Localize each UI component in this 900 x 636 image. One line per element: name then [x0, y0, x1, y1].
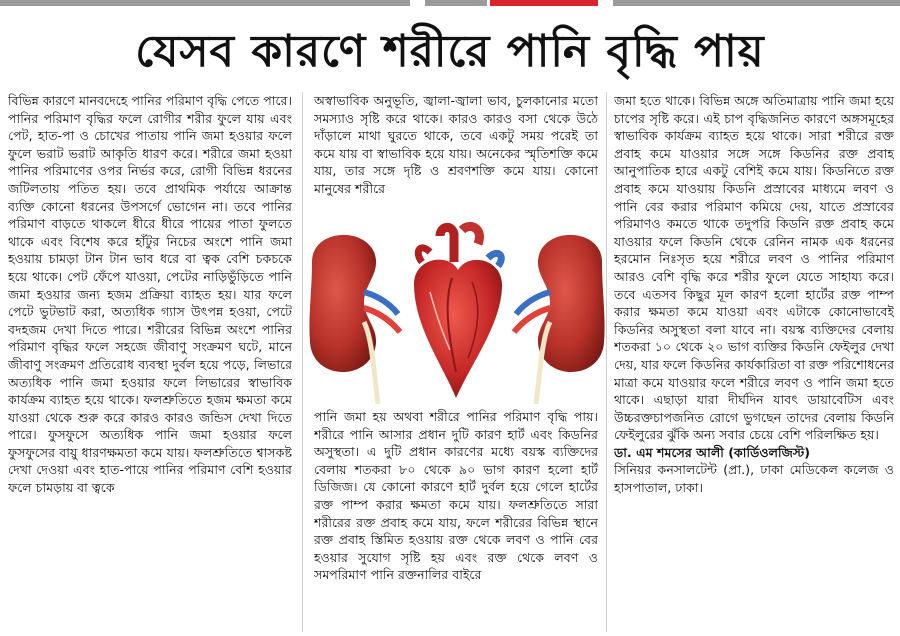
article-column-1: [8, 92, 292, 636]
article-column-2-top: [314, 92, 598, 216]
organs-illustration: [302, 222, 612, 404]
top-color-bar: [0, 0, 900, 8]
top-bar-segment: [425, 0, 487, 6]
author-byline: ডা. এম শমসের আলী (কার্ডিওলজিস্ট): [614, 444, 811, 460]
kidney-icon: [514, 235, 605, 404]
body-paragraph: অস্বাভাবিক অনুভূতি, জ্বালা-জ্বালা ভাব, চুলকানোর মতো সমস্যাও সৃষ্টি করে থাকে। কারও কারও বসা থেকে উঠে দাঁড়ালে মাথা ঘুরতে থাকে, তবে একটু সময় পরেই তা কমে যায় বা স্বাভাবিক হয়ে যায়। অনেকের স্মৃতিশক্তি কমে যায়, তার সঙ্গে দৃষ্টি ও শ্রবণশক্তি কমে যায়। কোনো মানুষের শরীরে: [314, 93, 598, 196]
article-column-3: [614, 92, 894, 636]
article-column-2-bottom: [314, 408, 598, 636]
article-headline: যেসব কারণে শরীরে পানি বৃদ্ধি পায়: [135, 26, 765, 77]
body-paragraph: জমা হতে থাকে। বিভিন্ন অঙ্গে অতিমাত্রায় পানি জমা হয়ে চাপের সৃষ্টি করে। এই চাপ বৃদ্ধিজনিত কারণে অঙ্গসমূহের স্বাভাবিক কার্যক্রম ব্যাহত হয়ে থাকে। সারা শরীরে রক্ত প্রবাহ কমে যাওয়ার সঙ্গে সঙ্গে কিডনির রক্ত প্রবাহ আনুপাতিক হারে একটু বেশিই কমে যায়। কিডনিতে রক্ত প্রবাহ কমে যাওয়ায় কিডনি প্রস্রাবের মাধ্যমে লবণ ও পানি বের করার পরিমাণ কমিয়ে দেয়, যাতে প্রস্রাবের পরিমাণও কমতে থাকে তদুপরি কিডনি রক্ত প্রবাহ কমে যাওয়ার ফলে কিডনি থেকে রেনিন নামক এক ধরনের হরমোন নিঃসৃত হয়ে শরীরে লবণ ও পানির পরিমাণ আরও বেশি বৃদ্ধি করে শরীর ফুলে যেতে সাহায্য করে। তবে এতসব কিছুর মূল কারণ হলো হার্টের রক্ত পাম্প করার ক্ষমতা কমে যাওয়া এবং এটাকে কোনোভাবেই কিডনির অসুস্থতা বলা যাবে না। বয়স্ক ব্যক্তিদের বেলায় শতকরা ১০ থেকে ২০ ভাগ ব্যক্তির কিডনি ফেইলুর দেখা দেয়, যার ফলে কিডনির কার্যকারিতা বা রক্ত পরিশোধনের মাত্রা কমে যাওয়ার ফলে শরীরে লবণ ও পানি জমা হতে থাকে। এছাড়া যারা দীর্ঘদিন যাবৎ ডায়াবেটিস এবং উচ্চরক্তচাপজনিত রোগে ভুগছেন তাদের বেলায় কিডনি ফেইলুরের ঝুঁকি অন্য সবার চেয়ে বেশি পরিলক্ষিত হয়।: [614, 93, 894, 443]
heart-icon: [414, 226, 502, 398]
author-affiliation: সিনিয়র কনসালটেন্ট (প্রা.), ঢাকা মেডিকেল কলেজ ও হাসপাতাল, ঢাকা।: [614, 462, 894, 496]
top-bar-segment: [613, 0, 900, 6]
body-paragraph: বিভিন্ন কারণে মানবদেহে পানির পরিমাণ বৃদ্ধি পেতে পারে। পানির পরিমাণ বৃদ্ধির ফলে রোগীর শরীর ফুলে যায় এবং পেট, হাত-পা ও চোখের পাতায় পানি জমা হওয়ার ফলে ফুলে ভরাট ভরাট আকৃতি ধারণ করে। শরীরে জমা হওয়া পানির পরিমাণের ওপর নির্ভর করে, রোগী বিভিন্ন ধরনের জটিলতায় পতিত হয়। তবে প্রাথমিক পর্যায়ে আক্রান্ত ব্যক্তি কোনো ধরনের উপসর্গে ভোগেন না। তবে পানির পরিমাণ বাড়তে থাকলে ধীরে ধীরে পায়ের পাতা ফুলতে থাকে এবং বিশেষ করে হাঁটুর নিচের অংশে পানি জমা হওয়ায় চামড়া টান টান ভাব ধরে বা ত্বক বেশি চকচকে হয়ে থাকে। পেট ফেঁপে যাওয়া, পেটের নাড়িভুঁড়িতে পানি জমা হওয়ার জন্য হজম প্রক্রিয়া ব্যাহত হয়। যার ফলে পেটে ভুটভাট করা, অত্যধিক গ্যাস উৎপন্ন হওয়া, পেটে বদহজম দেখা দিতে পারে। শরীরের বিভিন্ন অংশে পানির পরিমাণ বৃদ্ধির ফলে সহজে জীবাণু সংক্রমণ ঘটে, মানে জীবাণু সংক্রমণ প্রতিরোধ ব্যবস্থা দুর্বল হয়ে পড়ে, লিভারে অত্যধিক পানি জমা হওয়ার ফলে লিভারের স্বাভাবিক কার্যক্রম ব্যাহত হয়ে থাকে। ফলশ্রুতিতে হজম ক্ষমতা কমে যাওয়া থেকে শুরু করে কারও কারও জন্ডিস দেখা দিতে পারে। ফুসফুসে অত্যধিক পানি জমা হওয়ার ফলে ফুসফুসের বায়ু ধারণক্ষমতা কমে যায়। ফলশ্রুতিতে শ্বাসকষ্ট দেখা দেওয়া এবং হাত-পায়ে পানির পরিমাণ বেশি হওয়ার ফলে চামড়ায় বা ত্বকে: [8, 93, 292, 496]
body-paragraph: পানি জমা হয় অথবা শরীরে পানির পরিমাণ বৃদ্ধি পায়। শরীরে পানি আসার প্রধান দুটি কারণ হার্ট এবং কিডনির অসুস্থতা। এ দুটি প্রধান কারণের মধ্যে বয়স্ক ব্যক্তিদের বেলায় শতকরা ৮০ থেকে ৯০ ভাগ কারণ হলো হার্ট ডিজিজ। যে কোনো কারণে হার্ট দুর্বল হয়ে গেলে হার্টের রক্ত পাম্প করার ক্ষমতা কমে যায়। ফলশ্রুতিতে সারা শরীরের রক্ত প্রবাহ কমে যায়, ফলে শরীরের বিভিন্ন স্থানে রক্ত প্রবাহ স্তিমিত হওয়ায় রক্ত থেকে লবণ ও পানি বের হওয়ার সুযোগ সৃষ্টি হয় এবং রক্ত থেকে লবণ ও সমপরিমাণ পানি রক্তনালির বাইরে: [314, 409, 598, 583]
top-bar-accent-segment: [490, 0, 598, 6]
kidney-icon: [309, 235, 400, 404]
top-bar-segment: [0, 0, 410, 6]
